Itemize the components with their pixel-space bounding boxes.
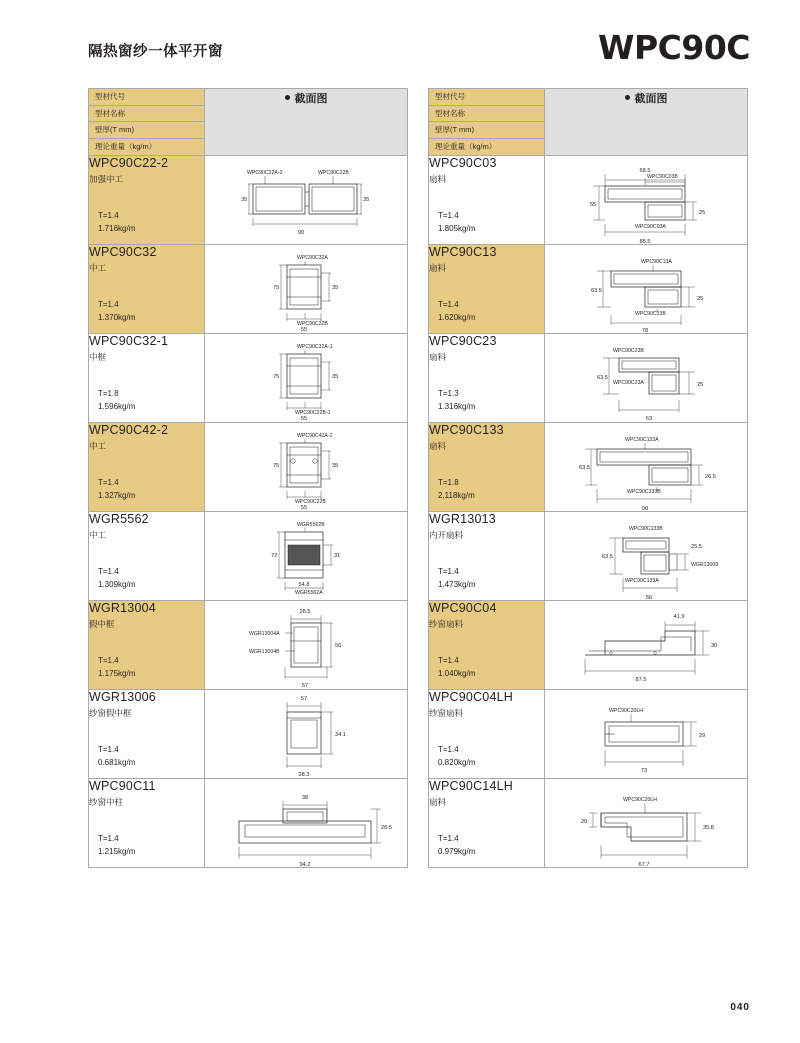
profile-thickness: T=1.4	[98, 656, 119, 665]
profile-thickness: T=1.3	[438, 389, 459, 398]
profile-name: 扇料	[429, 797, 447, 807]
part-label: WPC90C32A	[297, 255, 328, 261]
profile-thickness: T=1.4	[98, 300, 119, 309]
head-label-weight: 理论重量（kg/m）	[95, 141, 157, 151]
profile-info	[429, 156, 545, 245]
part-label: WPC90C03A	[635, 224, 666, 230]
profile-drawing	[545, 245, 748, 334]
profile-code: WPC90C04	[429, 601, 497, 615]
dim-width: 94.2	[299, 862, 311, 867]
dim-width: 78	[641, 328, 649, 333]
profile-thickness: T=1.4	[98, 567, 119, 576]
table-row	[429, 334, 748, 423]
profile-thickness: T=1.4	[438, 211, 459, 220]
profile-info	[429, 245, 545, 334]
profile-name: 纱窗假中框	[89, 708, 132, 718]
head-label-thickness: 壁厚(T mm)	[429, 122, 544, 139]
dim-top: 57	[300, 696, 308, 702]
dim-right: 30	[711, 643, 718, 649]
profile-code: WGR13004	[89, 601, 156, 615]
profile-thickness: T=1.8	[98, 389, 119, 398]
profile-weight: 1.620kg/m	[438, 313, 476, 322]
profile-weight: 1.327kg/m	[98, 491, 136, 500]
bullet-icon	[625, 95, 630, 100]
profile-drawing	[545, 334, 748, 423]
part-label: WPC90C13B	[635, 311, 666, 317]
part-label: WPC90C133A	[625, 578, 659, 584]
profile-name: 中工	[89, 263, 107, 273]
profile-table-left	[88, 88, 408, 868]
dim-right: 35	[332, 463, 339, 469]
dim-width: 73	[640, 768, 648, 774]
dim-right: 26.5	[381, 825, 392, 831]
table-row	[89, 601, 408, 690]
part-label: WPC90C23B	[613, 348, 644, 354]
profile-info	[89, 156, 205, 245]
head-label-weight: 理论重量（kg/m）	[435, 141, 497, 151]
dim-right: 25	[699, 210, 706, 216]
dim-left: 55	[590, 202, 597, 208]
profile-info	[89, 245, 205, 334]
profile-thickness: T=1.4	[98, 834, 119, 843]
profile-name: 扇料	[429, 263, 447, 273]
head-label-thickness: 壁厚(T mm)	[89, 122, 204, 139]
profile-drawing	[205, 156, 408, 245]
table-row	[429, 601, 748, 690]
head-label-code: 型材代号	[429, 89, 544, 106]
table-row	[89, 423, 408, 512]
dim-right: 31	[334, 553, 341, 559]
part-label: WPC90C133B	[627, 489, 661, 495]
profile-code: WPC90C23	[429, 334, 497, 348]
profile-code: WPC90C03	[429, 156, 497, 170]
part-label: WPC90C133B	[629, 526, 663, 532]
profile-drawing	[205, 334, 408, 423]
profile-info	[429, 601, 545, 690]
dim-width: 57	[301, 683, 309, 689]
profile-weight: 2.118kg/m	[438, 491, 475, 500]
profile-weight: 1.805kg/m	[438, 224, 476, 233]
profile-info	[89, 334, 205, 423]
dim-left: 35	[241, 197, 248, 203]
part-label: WPC90C32A-1	[297, 344, 333, 350]
profile-info	[429, 334, 545, 423]
part-label: WPC90C133A	[625, 437, 659, 443]
head-label-name: 型材名称	[89, 106, 204, 123]
profile-thickness: T=1.4	[98, 211, 119, 220]
dim-width: 55	[300, 416, 308, 422]
profile-info	[89, 779, 205, 868]
profile-info	[429, 690, 545, 779]
profile-tables	[88, 88, 748, 868]
profile-weight: 1.215kg/m	[98, 847, 136, 856]
dim-left: 75	[273, 463, 280, 469]
profile-drawing	[545, 156, 748, 245]
part-label: WGR13004B	[249, 649, 280, 655]
profile-code: WPC90C32	[89, 245, 157, 259]
dim-width: 90	[297, 230, 305, 236]
profile-drawing	[545, 601, 748, 690]
profile-drawing	[205, 779, 408, 868]
profile-weight: 1.716kg/m	[98, 224, 136, 233]
table-row	[89, 245, 408, 334]
table-row	[89, 512, 408, 601]
dim-width: 67.7	[638, 862, 650, 867]
table-head-labels	[429, 89, 545, 156]
dim-left: 72	[271, 553, 278, 559]
profile-name: 纱窗扇料	[429, 708, 464, 718]
profile-name: 中工	[89, 441, 107, 451]
part-label: WGR5562A	[295, 590, 323, 596]
left-table-column	[88, 88, 408, 868]
profile-thickness: T=1.4	[98, 478, 119, 487]
dim-right: 29	[699, 733, 706, 739]
table-head-section	[545, 89, 748, 156]
profile-info	[429, 512, 545, 601]
dim-right: 25.5	[691, 544, 702, 550]
dim-right: 35	[332, 285, 339, 291]
table-row	[429, 779, 748, 868]
profile-code: WPC90C13	[429, 245, 497, 259]
part-label: WPC90C22A-2	[247, 170, 283, 176]
dim-top: 68.5	[639, 168, 651, 174]
table-head-section	[205, 89, 408, 156]
dim-top: 41.9	[673, 614, 685, 620]
profile-code: WGR5562	[89, 512, 149, 526]
profile-drawing	[205, 423, 408, 512]
dim-right: 34.1	[335, 732, 346, 738]
profile-code: WPC90C04LH	[429, 690, 513, 704]
table-row	[429, 512, 748, 601]
part-label: WGR13004A	[249, 631, 280, 637]
profile-name: 扇料	[429, 441, 447, 451]
part-label: WPC90C23A	[613, 380, 644, 386]
profile-weight: 1.309kg/m	[98, 580, 136, 589]
table-row	[429, 423, 748, 512]
profile-weight: 0.681kg/m	[98, 758, 136, 767]
dim-right: 35	[363, 197, 370, 203]
profile-weight: 0.979kg/m	[438, 847, 476, 856]
profile-info	[89, 423, 205, 512]
profile-thickness: T=1.4	[438, 656, 459, 665]
profile-name: 中框	[89, 352, 107, 362]
profile-code: WPC90C22-2	[89, 156, 169, 170]
dim-left: 63.5	[602, 554, 613, 560]
profile-weight: 0.820kg/m	[438, 758, 476, 767]
dim-left: 75	[273, 285, 280, 291]
profile-drawing	[545, 690, 748, 779]
dim-width: 90	[641, 506, 649, 511]
dim-width: 87.5	[635, 677, 647, 683]
bullet-icon	[285, 95, 290, 100]
table-row	[89, 779, 408, 868]
profile-code: WPC90C133	[429, 423, 504, 437]
dim-width: 28.3	[298, 772, 310, 778]
profile-weight: 1.316kg/m	[438, 402, 476, 411]
profile-drawing	[205, 601, 408, 690]
dim-right: 35.8	[703, 825, 714, 831]
part-label: WPC90C20LH	[609, 708, 644, 714]
profile-name: 扇料	[429, 174, 447, 184]
section-label: 截面图	[634, 93, 668, 105]
dim-top: 38	[301, 795, 309, 801]
profile-name: 假中框	[89, 619, 115, 629]
part-label: WGR5562B	[297, 522, 325, 528]
table-row	[429, 245, 748, 334]
dim-right: 26.5	[705, 474, 716, 480]
profile-code: WPC90C14LH	[429, 779, 513, 793]
table-head-labels	[89, 89, 205, 156]
dim-left: 63.5	[591, 288, 602, 294]
series-code: WPC90C	[598, 28, 750, 67]
profile-drawing	[545, 779, 748, 868]
part-label: WPC90C03B	[647, 174, 678, 180]
profile-name: 纱窗扇料	[429, 619, 464, 629]
profile-info	[429, 423, 545, 512]
dim-width: 54.8	[298, 582, 310, 588]
head-label-code: 型材代号	[89, 89, 204, 106]
profile-thickness: T=1.4	[438, 567, 459, 576]
profile-drawing	[205, 690, 408, 779]
part-label: WPC90C22B-1	[295, 410, 331, 416]
profile-thickness: T=1.4	[438, 834, 459, 843]
dim-width: 56	[645, 595, 653, 600]
profile-name: 内开扇料	[429, 530, 464, 540]
profile-code: WPC90C11	[89, 779, 156, 793]
profile-name: 加强中工	[89, 174, 124, 184]
dim-right: 35	[332, 374, 339, 380]
dim-left: 63.5	[597, 375, 608, 381]
profile-info	[89, 601, 205, 690]
profile-weight: 1.040kg/m	[438, 669, 476, 678]
dim-right: 56	[335, 643, 342, 649]
profile-weight: 1.473kg/m	[438, 580, 476, 589]
profile-drawing	[205, 245, 408, 334]
page-header	[0, 28, 800, 70]
profile-weight: 1.370kg/m	[98, 313, 136, 322]
profile-code: WPC90C42-2	[89, 423, 169, 437]
profile-thickness: T=1.4	[98, 745, 119, 754]
part-label: WGR13009	[691, 562, 719, 568]
dim-top: 28.5	[299, 609, 311, 615]
profile-thickness: T=1.4	[438, 745, 459, 754]
profile-drawing	[545, 512, 748, 601]
page-number: 040	[730, 1002, 750, 1013]
part-label: WPC90C42A-2	[297, 433, 333, 439]
dim-right: 25	[697, 382, 704, 388]
right-table-column	[428, 88, 748, 868]
profile-code: WGR13006	[89, 690, 156, 704]
dim-width: 55	[300, 505, 308, 511]
profile-name: 中工	[89, 530, 107, 540]
part-label: WPC90C20LH	[623, 797, 658, 803]
page-title: 隔热窗纱一体平开窗	[88, 44, 223, 60]
dim-right: 25	[697, 296, 704, 302]
part-label: WPC90C22B	[297, 321, 328, 327]
profile-name: 纱窗中柱	[89, 797, 124, 807]
section-label: 截面图	[294, 93, 328, 105]
part-label: WPC90C13A	[641, 259, 672, 265]
profile-thickness: T=1.8	[438, 478, 459, 487]
dim-left: 75	[273, 374, 280, 380]
table-head-row	[429, 89, 748, 156]
profile-info	[89, 690, 205, 779]
profile-table-right	[428, 88, 748, 868]
table-head-row	[89, 89, 408, 156]
profile-code: WGR13013	[429, 512, 496, 526]
profile-weight: 1.596kg/m	[98, 402, 136, 411]
dim-width: 63	[645, 416, 653, 422]
table-row	[89, 690, 408, 779]
profile-code: WPC90C32-1	[89, 334, 169, 348]
profile-name: 扇料	[429, 352, 447, 362]
dim-left: 63.5	[579, 465, 590, 471]
head-label-name: 型材名称	[429, 106, 544, 123]
profile-drawing	[545, 423, 748, 512]
part-label: WPC90C22B	[318, 170, 349, 176]
profile-info	[429, 779, 545, 868]
profile-drawing	[205, 512, 408, 601]
part-label: WPC90C22B	[295, 499, 326, 505]
dim-left: 20	[581, 819, 588, 825]
table-row	[89, 334, 408, 423]
table-row	[429, 156, 748, 245]
table-row	[89, 156, 408, 245]
profile-info	[89, 512, 205, 601]
profile-weight: 1.175kg/m	[98, 669, 136, 678]
profile-thickness: T=1.4	[438, 300, 459, 309]
dim-width: 88.5	[639, 239, 651, 244]
table-row	[429, 690, 748, 779]
dim-width: 55	[300, 327, 308, 333]
